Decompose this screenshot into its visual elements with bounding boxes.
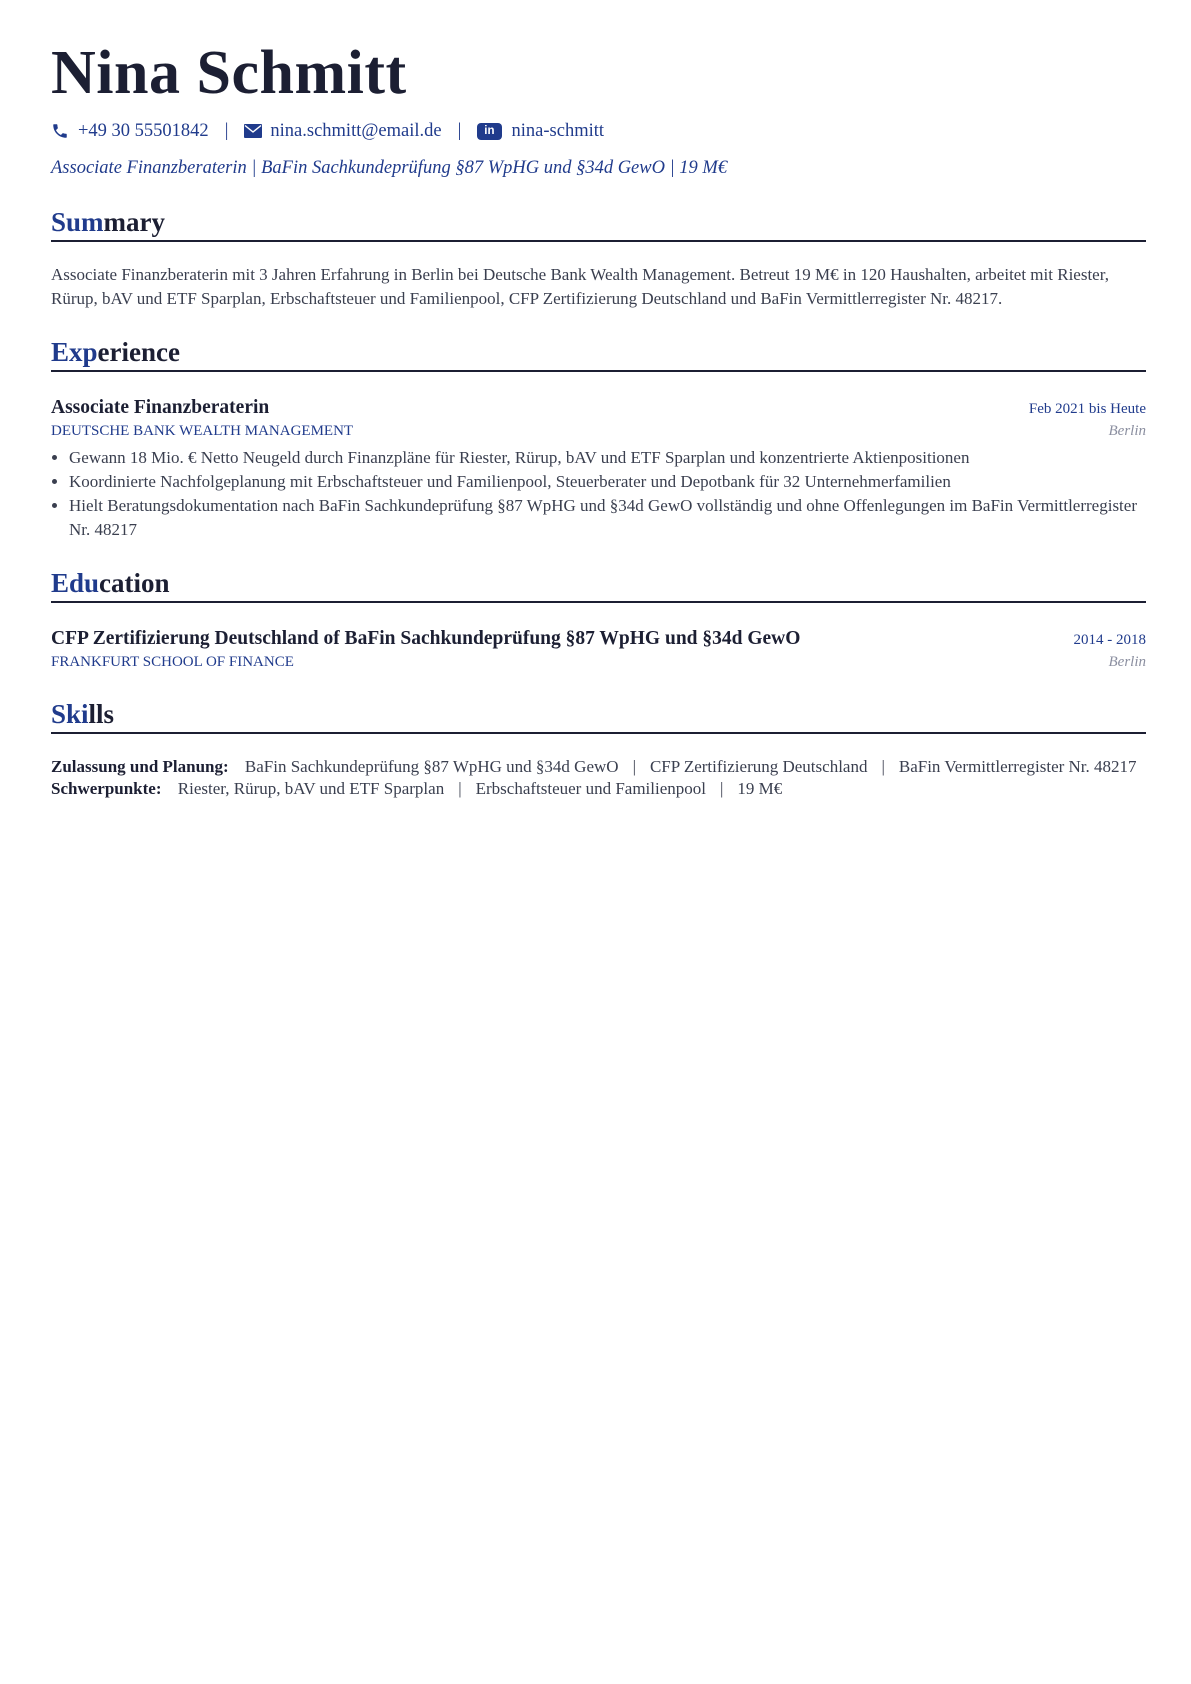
skill-line: Schwerpunkte: Riester, Rürup, bAV und ETF Sparplan | Erbschaftsteuer und Familienpool | 19 M€ [51,779,783,798]
degree-title: CFP Zertifizierung Deutschland of BaFin Sachkundeprüfung §87 WpHG und §34d GewO [51,628,801,649]
experience-entry [51,396,1146,542]
school-name: FRANKFURT SCHOOL OF FINANCE [51,654,294,670]
candidate-name [51,38,1146,108]
skills-list [51,756,1146,800]
job-bullets [51,446,1146,542]
job-title: Associate Finanzberaterin [51,397,270,418]
list-item: • Gewann 18 Mio. € Netto Neugeld durch Finanzpläne für Riester, Rürup, bAV und ETF Sparplan und konzentrierte Aktienpositionen [69,446,1146,470]
first-name: Nina [51,39,181,107]
summary-text: Associate Finanzberaterin mit 3 Jahren Erfahrung in Berlin bei Deutsche Bank Wealth Management. Betreut 19 M€ in 120 Haushalten, arbeitet mit Riester, Rürup, bAV und ETF Sparplan, Erbschaftsteuer und Familienpool, CFP Zertifizierung Deutschland und BaFin Vermittlerregister Nr. 48217. [51,265,1109,308]
skill-item: Erbschaftsteuer und Familienpool [475,779,706,798]
contact-separator: | [224,120,229,141]
email-address: nina.schmitt@email.de [270,120,442,141]
email-contact[interactable] [244,121,441,142]
experience-section [51,335,1146,542]
section-title: Education [51,566,1146,603]
company-name: DEUTSCHE BANK WEALTH MANAGEMENT [51,423,354,439]
education-location: Berlin [1108,654,1146,670]
mail-icon [244,124,262,138]
skill-label: Zulassung und Planung: [51,757,229,776]
last-name: Schmitt [196,39,407,107]
linkedin-icon: in [477,123,501,140]
linkedin-contact[interactable] [477,121,604,142]
list-item: • Koordinierte Nachfolgeplanung mit Erbschaftsteuer und Familienpool, Steuerberater und Depotbank für 32 Unternehmerfamilien [69,470,1146,494]
headline: Associate Finanzberaterin | BaFin Sachkundeprüfung §87 WpHG und §34d GewO | 19 M€ [51,158,728,178]
skill-item: 19 M€ [737,779,783,798]
skill-item: CFP Zertifizierung Deutschland [649,757,868,776]
skill-item: BaFin Vermittlerregister Nr. 48217 [898,757,1137,776]
contact-separator: | [457,120,462,141]
job-date: Feb 2021 bis Heute [1028,401,1146,417]
skill-line: Zulassung und Planung: BaFin Sachkundeprüfung §87 WpHG und §34d GewO | CFP Zertifizierung Deutschland | BaFin Vermittlerregister Nr. 48217 [51,757,1137,776]
resume-page [51,38,1146,800]
skill-item: Riester, Rürup, bAV und ETF Sparplan [177,779,445,798]
linkedin-handle: nina-schmitt [511,120,605,141]
list-item: • Hielt Beratungsdokumentation nach BaFin Sachkundeprüfung §87 WpHG und §34d GewO vollständig und ohne Offenlegungen im BaFin Vermittlerregister Nr. 48217 [69,494,1146,542]
phone-number: +49 30 55501842 [78,120,209,141]
summary-section [51,205,1146,311]
section-title: Skills [51,697,1146,734]
section-title: Experience [51,335,1146,372]
skill-item: BaFin Sachkundeprüfung §87 WpHG und §34d GewO [244,757,619,776]
phone-icon [51,122,69,140]
contact-bar [51,118,1146,144]
skill-label: Schwerpunkte: [51,779,162,798]
job-location: Berlin [1108,423,1146,439]
education-entry [51,627,1146,673]
education-section [51,566,1146,673]
phone-contact[interactable] [51,121,209,142]
section-title: Summary [51,205,1146,242]
skills-section [51,697,1146,800]
education-date: 2014 - 2018 [1073,632,1146,648]
